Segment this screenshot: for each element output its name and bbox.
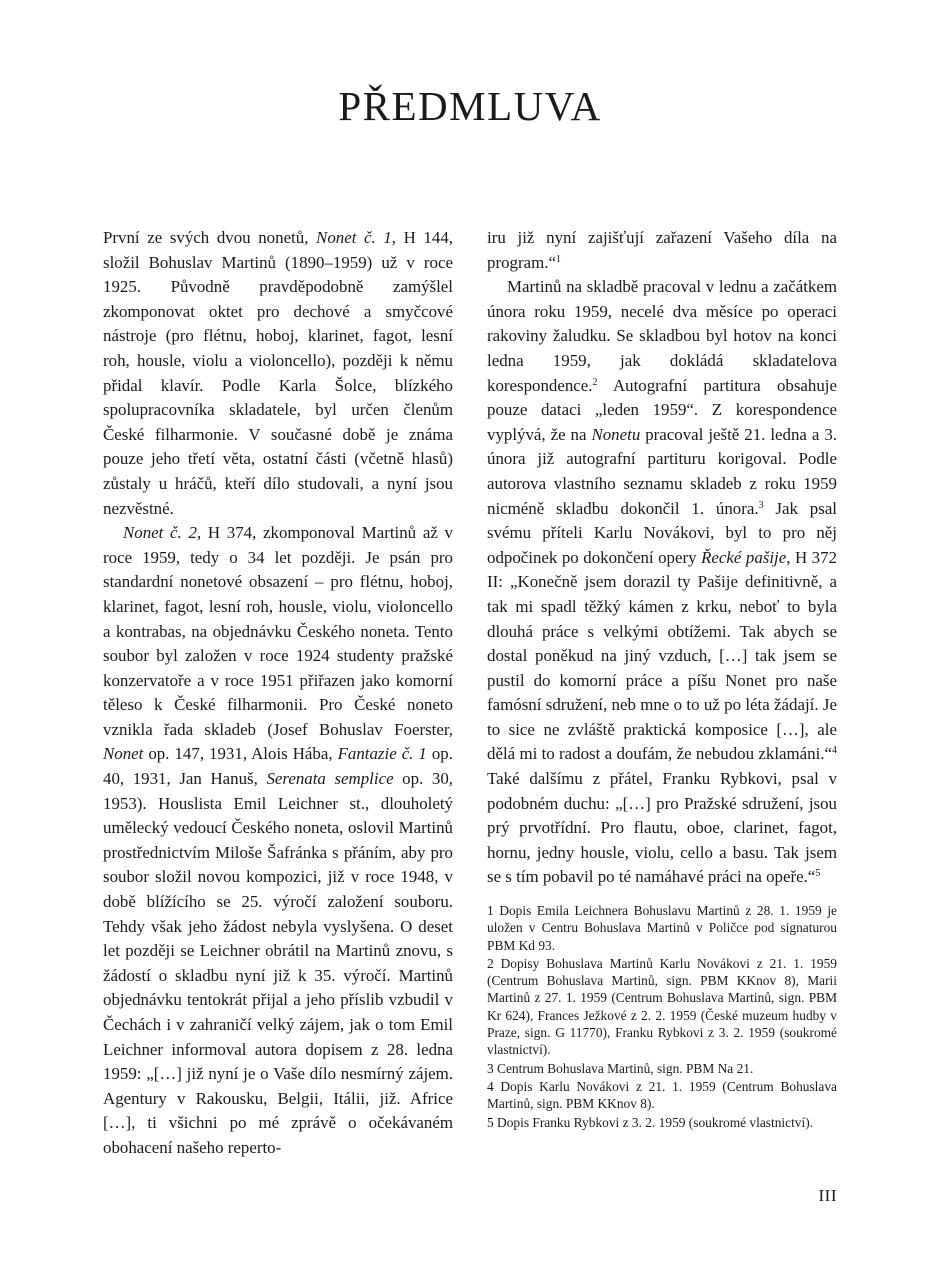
paragraph xyxy=(103,521,453,1160)
footnote-ref: 3 xyxy=(758,499,764,511)
footnote-ref: 4 xyxy=(832,745,837,757)
italic-title: Fantazie č. 1 xyxy=(337,744,427,764)
footnote-ref: 2 xyxy=(592,376,598,388)
page-number: III xyxy=(818,1186,837,1205)
text-run: , H 144, složil Bohuslav Martinů (1890–1959) už v roce 1925. Původně pravděpodobně zamýšlel zkomponovat oktet pro dechové a smyčcové nástroje (pro flétnu, hoboj, klarinet, fagot, lesní roh, housle, violu a violoncello), později k němu přidal klavír. Podle Karla Šolce, blízkého spolupracovníka skladatele, byl určen členům České filharmonie. V současné době je známa pouze jeho třetí věta, ostatní části (včetně hlasů) zůstaly u hráčů, kteří dílo studovali, a nyní jsou nezvěstné. xyxy=(103,228,453,518)
paragraph xyxy=(103,226,453,521)
text-run: , H 374, zkomponoval Martinů až v roce 1959, tedy o 34 let později. Je psán pro standardní nonetové obsazení – pro flétnu, hoboj, klarinet, fagot, lesní roh, housle, violu, violoncello a kontrabas, na objednávku Českého noneta. Tento soubor byl založen v roce 1924 studenty pražské konzervatoře a v roce 1951 přiřazen jako komorní těleso k České filharmonii. Pro České noneto vznikla řada skladeb (Josef Bohuslav Foerster, xyxy=(103,523,453,739)
footnote-5: 5 Dopis Franku Rybkovi z 3. 2. 1959 (soukromé vlastnictví). xyxy=(487,1114,814,1130)
footnote-2: 2 Dopisy Bohuslava Martinů Karlu Novákovi z 21. 1. 1959 (Centrum Bohuslava Martinů, sign. PBM KKnov 8), Marii Martinů z 27. 1. 1959 (Centrum Bohuslava Martinů, sign. PBM Kr 624), Frances Ježkové z 2. 2. 1959 (České muzeum hudby v Praze, sign. G 11770), Franku Rybkovi z 3. 2. 1959 (soukromé vlastnictví). xyxy=(487,955,837,1058)
text-run: op. 30, 1953). Houslista Emil Leichner st., dlouholetý umělecký vedoucí Českého noneta, oslovil Martinů prostřednictvím Miloše Šafránka s přáním, aby pro soubor složil novou kompozici, již v roce 1948, v době blížícího se 25. výročí založení souboru. Tehdy však jeho žádost nebyla vyslyšena. O deset let později se Leichner obrátil na Martinů znovu, s žádostí o skladbu nyní již k 35. výročí. Martinů objednávku tentokrát přijal a jeho příslib vzbudil v Čechách i v zahraničí velký zájem, jak o tom Emil Leichner informoval autora dopisem z 28. ledna 1959: „[…] již nyní je o Vaše dílo nesmírný zájem. Agentury v Rakousku, Belgii, Itálii, již. Africe […], ti všichni po mé zprávě o očekávaném obohacení našeho reperto- xyxy=(103,769,454,1157)
text-run: pracoval ještě 21. ledna a 3. února již autografní partituru korigoval. Podle autorova vlastního seznamu skladeb z roku 1959 nicméně skladbu dokončil 1. února. xyxy=(487,424,837,518)
left-column xyxy=(103,226,453,1161)
footnotes xyxy=(487,902,837,1132)
italic-title: Nonetu xyxy=(591,424,641,444)
italic-title: Serenata semplice xyxy=(266,769,394,789)
text-run: , H 372 II: „Konečně jsem dorazil ty Pašije definitivně, a tak mi spadl těžký kámen z krku, neboť to byla dlouhá práce s velkými obtížemi. Tak abych se dostal poněkud na jiný vzduch, […] tak jsem se pustil do komorní práce a píšu Nonet pro naše famósní sdružení, neb mne o to už po léta žádají. Je to sice ne zvláště praktická komposice […], ale dělá mi to radost a doufám, že nebudou zklamáni.“ xyxy=(487,547,837,764)
text-run: Martinů na skladbě pracoval v lednu a začátkem února roku 1959, necelé dva měsíce po operaci rakoviny žaludku. Se skladbou byl hotov na konci ledna 1959, jak dokládá skladatelova korespondence. xyxy=(487,277,837,395)
right-column xyxy=(487,226,837,890)
footnote-3: 3 Centrum Bohuslava Martinů, sign. PBM Na 21. xyxy=(487,1060,754,1076)
text-run: Autografní partitura obsahuje pouze dataci „leden 1959“. Z korespondence vyplývá, že na xyxy=(487,375,837,444)
page-title: PŘEDMLUVA xyxy=(338,83,602,129)
footnote-ref: 5 xyxy=(815,868,821,880)
text-run: op. 40, 1931, Jan Hanuš, xyxy=(103,744,453,789)
text-run: iru již nyní zajišťují zařazení Vašeho díla na program.“ xyxy=(487,228,837,272)
italic-title: Nonet č. 1 xyxy=(316,228,392,247)
footnote-4: 4 Dopis Karlu Novákovi z 21. 1. 1959 (Centrum Bohuslava Martinů, sign. PBM KKnov 8). xyxy=(487,1078,837,1112)
text-run: Také dalšímu z přátel, Franku Rybkovi, psal v podobném duchu: „[…] pro Pražské sdružení, jsou prý prvotřídní. Pro flautu, oboe, clarinet, fagot, hornu, jedny housle, violu, cello a basu. Tak jsem se s tím pobavil po té namáhavé práci na opeře.“ xyxy=(487,769,837,887)
italic-title: Řecké pašije xyxy=(701,547,787,567)
text-run: op. 147, 1931, Alois Hába, xyxy=(143,744,338,764)
paragraph xyxy=(487,226,837,275)
footnote-1: 1 Dopis Emila Leichnera Bohuslavu Martinů z 28. 1. 1959 je uložen v Centru Bohuslava Martinů v Poličce pod signaturou PBM Kd 93. xyxy=(487,903,837,953)
footnote-ref: 1 xyxy=(555,253,561,265)
italic-title: Nonet xyxy=(103,744,144,764)
text-run: Jak psal svému příteli Karlu Novákovi, byl to pro něj odpočinek po dokončení opery xyxy=(487,498,838,567)
text-run: První ze svých dvou nonetů, xyxy=(103,228,317,247)
paragraph xyxy=(487,275,837,890)
italic-title: Nonet č. 2 xyxy=(123,523,197,543)
